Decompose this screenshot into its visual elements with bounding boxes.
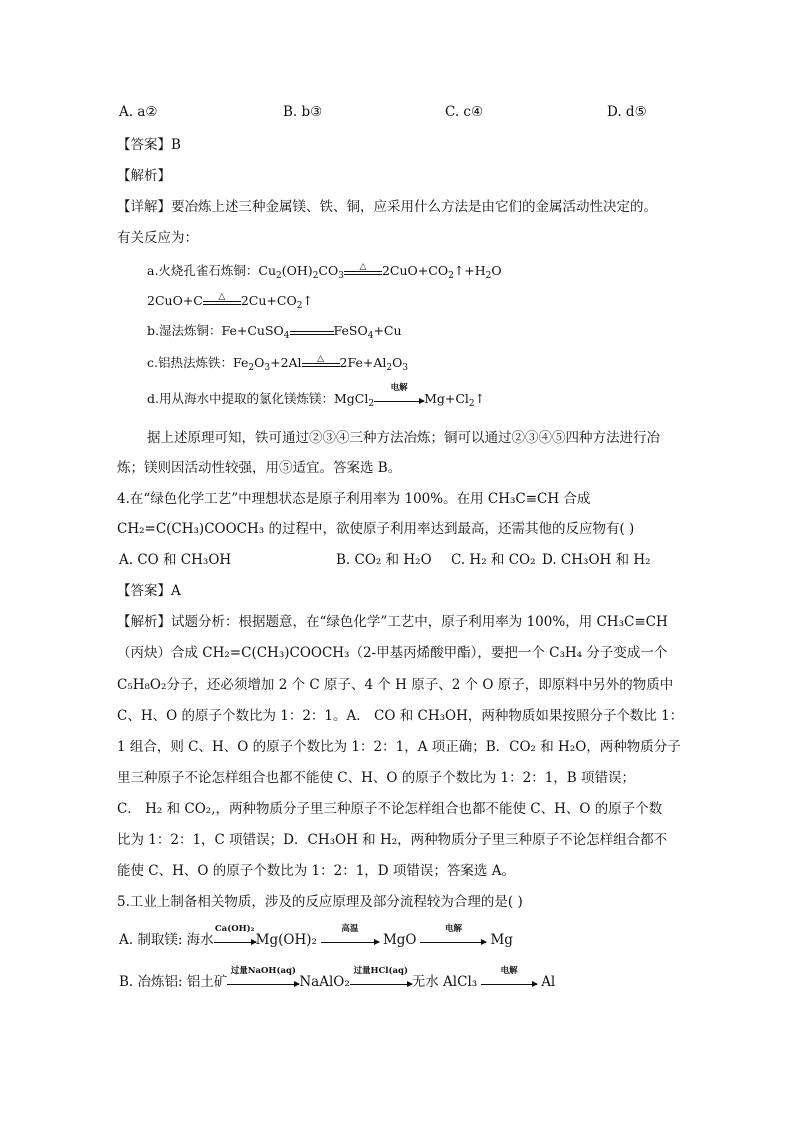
heating-equals-sign: △ (203, 295, 241, 309)
q4-analysis-line: 能使 C、H、O 的原子个数比为 1：2：1，D 项错误；答案选 A。 (117, 863, 515, 879)
reaction-arrow: 高温 (321, 934, 379, 948)
q3-option-b: B. b③ (283, 104, 323, 120)
q4-analysis-line: C、H、O 的原子个数比为 1：2：1。A． CO 和 CH₃OH，两种物质如果按照分子个数比 1： (117, 708, 684, 724)
q4-analysis-line: 比为 1：2：1，C 项错误；D．CH₃OH 和 H₂，两种物质分子里三种原子不论怎样组合都不 (117, 832, 668, 848)
electrolysis-arrow: 电解 (481, 976, 537, 990)
q5-option-b: B. 冶炼铝: 铝土矿 过量NaOH(aq) NaAlO₂ 过量HCl(aq) 无水 AlCl₃ 电解 Al (119, 965, 556, 990)
q4-analysis-line: C₅H₈O₂分子，还必须增加 2 个 C 原子、4 个 H 原子、2 个 O 原子，即原料中另外的物质中 (117, 677, 674, 693)
reaction-arrow: 过量NaOH(aq) (227, 976, 299, 990)
heating-equals-sign: △ (302, 357, 340, 371)
q4-analysis-line: 【解析】试题分析：根据题意，在“绿色化学”工艺中，原子利用率为 100%，用 CH₃C≡CH (117, 614, 668, 630)
equals-sign (290, 325, 334, 339)
q4-answer: 【答案】A (117, 583, 181, 599)
heating-equals-sign: △ (344, 265, 382, 279)
q3-option-d: D. d⑤ (607, 104, 647, 120)
q3-reaction-a: a.火烧孔雀石炼铜：$Cu_2(OH)_2CO_3$ △ $2CuO+CO_2↑+H_2O$ (147, 261, 502, 281)
reaction-arrow: Ca(OH)₂ (214, 934, 256, 948)
q4-stem-line-1: 4.在“绿色化学工艺”中理想状态是原子利用率为 100%。在用 CH₃C≡CH 合成 (117, 491, 591, 507)
q3-reaction-b: b.湿法炼铜：Fe+CuSO$_4$ FeSO$_4$+Cu (147, 323, 402, 341)
reaction-arrow: 过量HCl(aq) (350, 976, 412, 990)
electrolysis-arrow: 电解 (374, 393, 424, 407)
q3-reaction-c: c.铝热法炼铁：$Fe_2O_3+2Al$ △ $2Fe+Al_2O_3$ (147, 353, 409, 373)
q3-answer: 【答案】B (117, 137, 181, 153)
q3-analysis-heading: 【解析】 (117, 168, 171, 184)
q4-option-b: B. CO₂ 和 H₂O (336, 552, 432, 568)
q4-option-c: C. H₂ 和 CO₂ (451, 552, 536, 568)
q4-analysis-line: （丙炔）合成 CH₂=C(CH₃)COOCH₃（2-甲基丙烯酸甲酯），要把一个 C₃H₄ 分子变成一个 (117, 645, 668, 661)
q5-option-a: A. 制取镁: 海水 Ca(OH)₂ Mg(OH)₂ 高温 MgO 电解 Mg (119, 923, 513, 948)
q3-reaction-d: d.用从海水中提取的氯化镁炼镁：MgCl$_2$ 电解 $Mg+Cl_2↑$ (147, 382, 486, 409)
q3-detail-line-2: 有关反应为： (117, 230, 198, 246)
q4-analysis-line: 里三种原子不论怎样组合也都不能使 C、H、O 的原子个数比为 1：2：1，B 项错误； (117, 770, 636, 786)
electrolysis-arrow: 电解 (420, 934, 486, 948)
q3-option-c: C. c④ (445, 104, 484, 120)
q3-conclusion-line-2: 炼；镁则因活动性较强，用⑤适宜。答案选 B。 (117, 460, 402, 476)
q4-option-a: A. CO 和 CH₃OH (119, 552, 232, 568)
q3-conclusion-line-1: 据上述原理可知，铁可通过②③④三种方法冶炼；铜可以通过②③④⑤四种方法进行冶 (147, 430, 660, 446)
q4-stem-line-2: CH₂=C(CH₃)COOCH₃ 的过程中，欲使原子利用率达到最高，还需其他的反应物有( ) (117, 521, 635, 537)
q5-stem: 5.工业上制备相关物质，涉及的反应原理及部分流程较为合理的是( ) (117, 894, 523, 910)
q4-option-d: D. CH₃OH 和 H₂ (542, 552, 651, 568)
q3-reaction-a2: 2CuO+C △ $2Cu+CO_2↑$ (147, 291, 313, 311)
q4-analysis-line: 1 组合，则 C、H、O 的原子个数比为 1：2：1，A 项正确；B．CO₂ 和 H₂O，两种物质分子 (117, 739, 681, 755)
q3-detail-line-1: 【详解】要冶炼上述三种金属镁、铁、铜，应采用什么方法是由它们的金属活动性决定的。 (117, 199, 657, 215)
q4-analysis-line: C． H₂ 和 CO₂,，两种物质分子里三种原子不论怎样组合也都不能使 C、H、O 的原子个数 (117, 801, 663, 817)
q3-option-a: A. a② (119, 104, 158, 120)
